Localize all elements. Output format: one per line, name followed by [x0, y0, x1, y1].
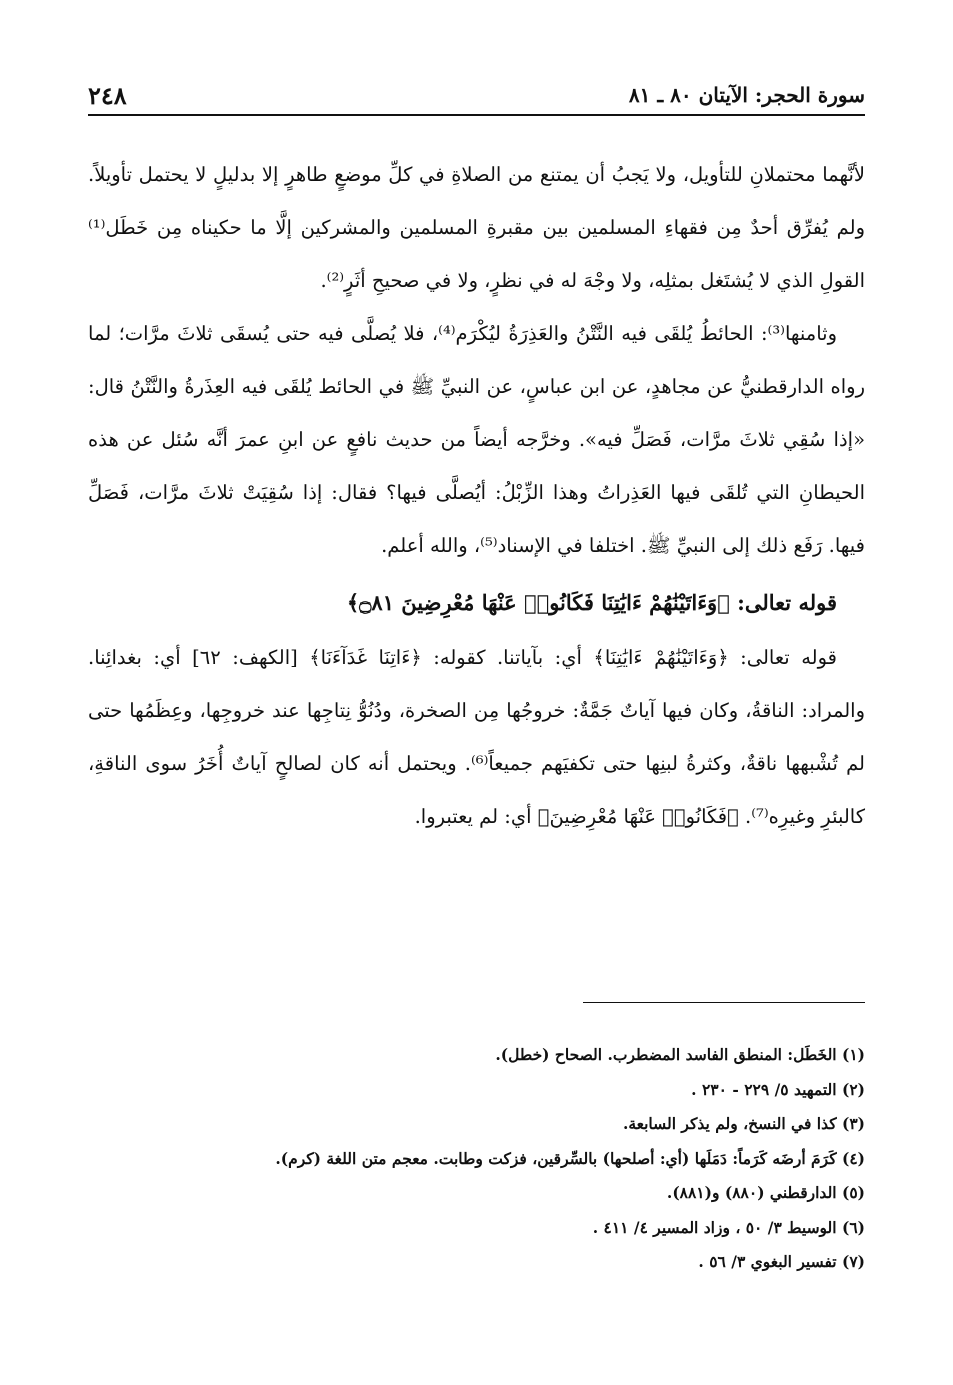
main-text: [88, 148, 865, 843]
footnote: (٧) تفسير البغوي ٣/ ٥٦ .: [698, 1252, 865, 1271]
footnote: (٦) الوسيط ٣/ ٥٠ ، وزاد المسير ٤/ ٤١١ .: [592, 1217, 865, 1237]
footnote-rule: [583, 1002, 865, 1003]
footnote: (٤) كَرَمَ أرضَه كَرَماً: دَمَلَها (أي: أصلحها) بالسِّرقين، فزكت وطابت. معجم متن اللغة (كرم).: [275, 1148, 865, 1168]
footnote: (٥) الدارقطني (٨٨٠) و(٨٨١).: [666, 1183, 865, 1202]
footnote: (٣) كذا في النسخ، ولم يذكر السابعة.: [622, 1114, 865, 1133]
footnote: (١) الخَطَل: المنطق الفاسد المضطرب. الصحاح (خطل).: [495, 1045, 865, 1064]
verse-heading: قوله تعالى: ﴿وَءَاتَيْنَٰهُمْ ءَايَٰتِنَا فَكَانُوا۟ عَنْهَا مُعْرِضِينَ ۝٨١﴾: [346, 590, 837, 615]
header-rule: [88, 114, 865, 116]
page-header: [88, 78, 865, 112]
footnotes: [88, 1038, 865, 1280]
paragraph: قوله تعالى: ﴿وَءَاتَيْنَٰهُمْ ءَايَٰتِنَا﴾ أي: بآياتنا. كقوله: ﴿ءَاتِنَا غَدَآءَنَا﴾ [الكهف: ٦٢] أي: بغدائِنا. والمراد: الناقةُ، وكان فيها آياتٌ جَمَّةٌ: خروجُها مِن الصخرة، ودُنُوُّ نِتاجِها عند خروجِها، وعِظَمُها حتى لم تُشْبهها ناقةٌ، وكثرةُ لبنِها حتى تكفيَهم جميعاً⁽⁶⁾. ويحتمل أنه كان لصالحٍ آياتٌ أُخَرُ سوى الناقةِ، كالبئرِ وغيرِه⁽⁷⁾. ﴿فَكَانُوا۟ عَنْهَا مُعْرِضِينَ﴾ أي: لم يعتبروا.: [88, 646, 865, 828]
paragraph: لأنَّهما محتملانِ للتأويل، ولا يَجبُ أن يمتنع من الصلاةِ في كلِّ موضعٍ طاهرٍ إلا بدليلٍ لا يحتمل تأويلاً. ولم يُفرِّق أحدٌ مِن فقهاءِ المسلمين بين مقبرةِ المسلمين والمشركين إلَّا ما حكيناه مِن خَطَل⁽¹⁾ القولِ الذي لا يُشتَغل بمثلِه، ولا وجْهَ له في نظرٍ، ولا في صحيحِ أثَرٍ⁽²⁾.: [88, 163, 865, 292]
paragraph: وثامنها⁽³⁾: الحائطُ يُلقَى فيه النَّتْنُ والعَذِرَةُ ليُكْرَم⁽⁴⁾، فلا يُصلَّى فيه حتى يُسقَى ثلاثَ مرَّات؛ لما رواه الدارقطنيُّ عن مجاهدٍ، عن ابن عباسٍ، عن النبيِّ ﷺ في الحائط يُلقَى فيه العِذَرةُ والنَّتْنُ قال: «إذا سُقِي ثلاثَ مرَّات، فَصَلِّ فيه». وخرَّجه أيضاً من حديث نافعٍ عن ابنِ عمرَ أنَّه سُئل عن هذه الحيطانِ التي تُلقَى فيها العَذِراتُ وهذا الزِّبْلُ: أيُصلَّى فيها؟ فقال: إذا سُقِيَتْ ثلاثَ مرَّات، فَصَلِّ فيها. رَفَع ذلك إلى النبيِّ ﷺ. اختلفا في الإسناد⁽⁵⁾، والله أعلم.: [88, 322, 865, 557]
running-title: سورة الحجر: الآيتان ٨٠ ـ ٨١: [628, 83, 865, 107]
page-number: ٢٤٨: [88, 80, 127, 110]
footnote: (٢) التمهيد ٥/ ٢٢٩ - ٢٣٠ .: [691, 1079, 865, 1099]
